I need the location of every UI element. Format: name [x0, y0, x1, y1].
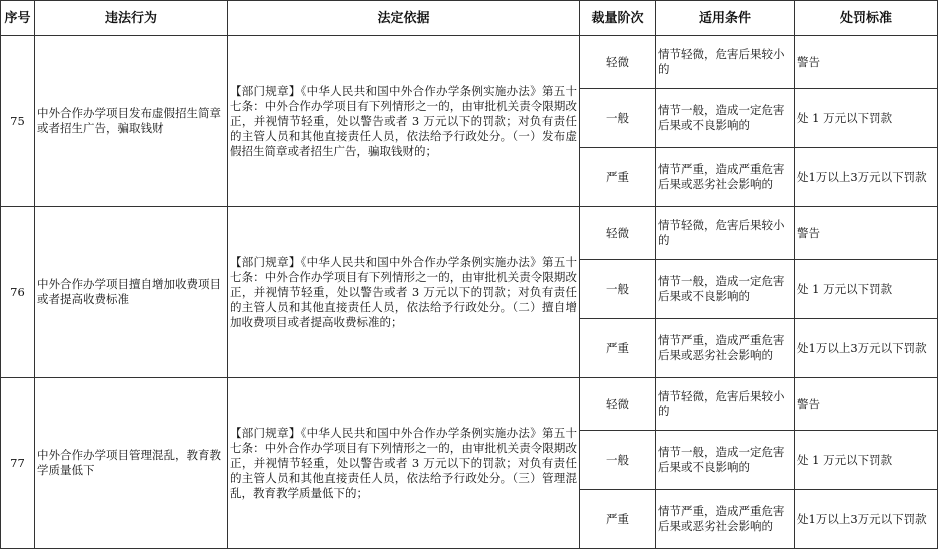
applicable-condition: 情节严重，造成严重危害后果或恶劣社会影响的 — [656, 319, 795, 378]
applicable-condition: 情节严重，造成严重危害后果或恶劣社会影响的 — [656, 148, 795, 207]
row-number: 77 — [1, 378, 35, 549]
header-level: 裁量阶次 — [580, 1, 656, 36]
legal-basis: 【部门规章】《中华人民共和国中外合作办学条例实施办法》第五十七条：中外合作办学项目有下列情形之一的，由审批机关责令限期改正，并视情节轻重，处以警告或者 3 万元以下的罚款；对负有责任的主管人员和其他直接责任人员，依法给予行政处分。（三）管理混乱，教育教学质量低下的； — [228, 378, 580, 549]
table-row — [1, 207, 938, 260]
violation-act: 中外合作办学项目管理混乱，教育教学质量低下 — [35, 378, 228, 549]
penalty-standard: 警告 — [795, 378, 938, 431]
header-penalty: 处罚标准 — [795, 1, 938, 36]
table-row — [1, 378, 938, 431]
penalty-standard: 处 1 万元以下罚款 — [795, 89, 938, 148]
discretion-level: 轻微 — [580, 207, 656, 260]
discretion-level: 严重 — [580, 148, 656, 207]
discretion-level: 严重 — [580, 319, 656, 378]
penalty-standard: 处 1 万元以下罚款 — [795, 431, 938, 490]
row-number: 75 — [1, 36, 35, 207]
header-condition: 适用条件 — [656, 1, 795, 36]
penalty-standard: 处 1 万元以下罚款 — [795, 260, 938, 319]
applicable-condition: 情节轻微，危害后果较小的 — [656, 378, 795, 431]
table-header — [1, 1, 938, 36]
penalty-standard: 处1万以上3万元以下罚款 — [795, 148, 938, 207]
penalty-standard: 处1万以上3万元以下罚款 — [795, 490, 938, 549]
discretion-level: 一般 — [580, 260, 656, 319]
discretion-level: 一般 — [580, 89, 656, 148]
applicable-condition: 情节一般，造成一定危害后果或不良影响的 — [656, 431, 795, 490]
violation-act: 中外合作办学项目擅自增加收费项目或者提高收费标准 — [35, 207, 228, 378]
applicable-condition: 情节轻微，危害后果较小的 — [656, 207, 795, 260]
penalty-standard: 处1万以上3万元以下罚款 — [795, 319, 938, 378]
row-number: 76 — [1, 207, 35, 378]
legal-basis: 【部门规章】《中华人民共和国中外合作办学条例实施办法》第五十七条：中外合作办学项目有下列情形之一的，由审批机关责令限期改正，并视情节轻重，处以警告或者 3 万元以下的罚款；对负有责任的主管人员和其他直接责任人员，依法给予行政处分。（二）擅自增加收费项目或者提高收费标准的； — [228, 207, 580, 378]
penalty-standard: 警告 — [795, 36, 938, 89]
discretion-level: 轻微 — [580, 36, 656, 89]
discretion-level: 一般 — [580, 431, 656, 490]
header-basis: 法定依据 — [228, 1, 580, 36]
applicable-condition: 情节一般，造成一定危害后果或不良影响的 — [656, 260, 795, 319]
violation-act: 中外合作办学项目发布虚假招生简章或者招生广告，骗取钱财 — [35, 36, 228, 207]
table-row — [1, 36, 938, 89]
legal-basis: 【部门规章】《中华人民共和国中外合作办学条例实施办法》第五十七条：中外合作办学项目有下列情形之一的，由审批机关责令限期改正，并视情节轻重，处以警告或者 3 万元以下的罚款；对负有责任的主管人员和其他直接责任人员，依法给予行政处分。（一）发布虚假招生简章或者招生广告，骗取钱财的； — [228, 36, 580, 207]
penalty-standard: 警告 — [795, 207, 938, 260]
applicable-condition: 情节严重，造成严重危害后果或恶劣社会影响的 — [656, 490, 795, 549]
discretion-level: 严重 — [580, 490, 656, 549]
discretion-level: 轻微 — [580, 378, 656, 431]
header-act: 违法行为 — [35, 1, 228, 36]
applicable-condition: 情节一般，造成一定危害后果或不良影响的 — [656, 89, 795, 148]
header-no: 序号 — [1, 1, 35, 36]
table-body — [1, 36, 938, 549]
applicable-condition: 情节轻微，危害后果较小的 — [656, 36, 795, 89]
